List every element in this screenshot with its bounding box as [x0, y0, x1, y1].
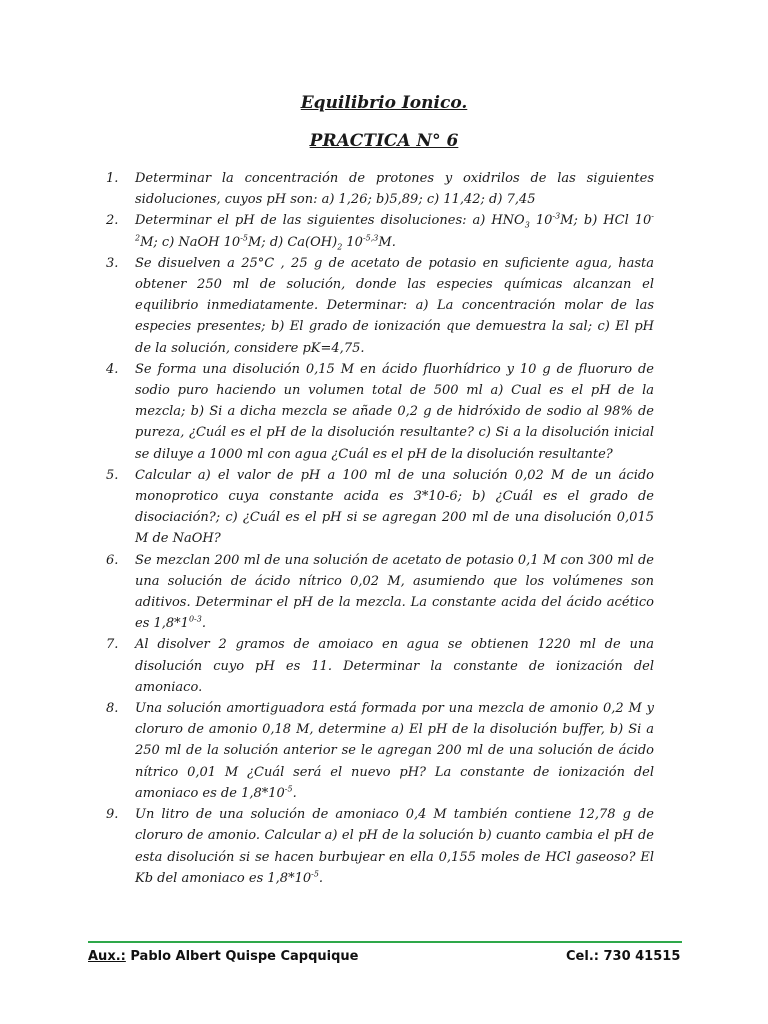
problem-item — [106, 210, 654, 252]
problem-item — [106, 168, 654, 210]
problem-text: Determinar el pH de las siguientes disoluciones: a) $HNO_3$ $10^{-3}M$; b) HCl $10^{-2}M$; c) NaOH $10^{-5}M$; d) $Ca(OH)_2$ $10^{-5,3}M$. — [135, 212, 654, 252]
document-title: Equilibrio Ionico. — [300, 93, 468, 113]
problem-text: Un litro de una solución de amoniaco 0,4 M también contiene 12,78 g de cloruro de amonio. Calcular a) el pH de la solución b) cuanto cambia el pH de esta disolución si se hacen burbujear en ella 0,155 moles de HCl gaseoso? El Kb del amoniaco es $1,8*10^{-5}$. — [135, 807, 654, 886]
problem-text: Determinar la concentración de protones y oxidrilos de las siguientes sidoluciones, cuyos pH son: a) 1,26; b)5,89; c) 11,42; d) 7,45 — [135, 171, 654, 208]
assistant-name: Pablo Albert Quispe Capquique — [125, 949, 359, 964]
problem-number: 8. — [106, 701, 119, 717]
problem-item — [106, 465, 654, 550]
assistant-label: Aux.: — [88, 949, 126, 964]
problem-text: Al disolver 2 gramos de amoiaco en agua se obtienen 1220 ml de una disolución cuyo pH es 11. Determinar la constante de ionización del amoniaco. — [135, 637, 654, 695]
footer-assistant — [88, 949, 359, 964]
problem-text: Se forma una disolución 0,15 M en ácido fluorhídrico y 10 g de fluoruro de sodio puro haciendo un volumen total de 500 ml a) Cual es el pH de la mezcla; b) Si a dicha mezcla se añade 0,2 g de hidróxido de sodio al 98% de pureza, ¿Cuál es el pH de la disolución resultante? c) Si a la disolución inicial se diluye a 1000 ml con agua ¿Cuál es el pH de la disolución resultante? — [135, 361, 654, 462]
problem-number: 4. — [106, 361, 119, 377]
problem-item — [106, 253, 654, 359]
problem-item — [106, 359, 654, 465]
problem-item — [106, 550, 654, 635]
problem-number: 6. — [106, 552, 119, 568]
footer-phone: Cel.: 730 41515 — [566, 949, 681, 964]
problem-text: Una solución amortiguadora está formada por una mezcla de amonio 0,2 M y cloruro de amonio 0,18 M, determine a) El pH de la disolución buffer, b) Si a 250 ml de la solución anterior se le agregan 200 ml de una solución de ácido nítrico 0,01 M ¿Cuál será el nuevo pH? La constante de ionización del amoniaco es de $1,8*10^{-5}$. — [135, 701, 654, 801]
problem-list — [106, 168, 654, 889]
problem-number: 9. — [106, 807, 119, 823]
problem-text: Se mezclan 200 ml de una solución de acetato de potasio 0,1 M con 300 ml de una solución de ácido nítrico 0,02 M, asumiendo que los volúmenes son aditivos. Determinar el pH de la mezcla. La constante acida del ácido acético es 1,8*1$^{0-3}$. — [135, 552, 654, 632]
problem-number: 1. — [106, 171, 119, 186]
problem-number: 7. — [106, 637, 119, 653]
problem-number: 2. — [106, 213, 119, 229]
problem-item — [106, 634, 654, 698]
problem-text: Calcular a) el valor de pH a 100 ml de una solución 0,02 M de un ácido monoprotico cuya constante acida es 3*10-6; b) ¿Cuál es el grado de disociación?; c) ¿Cuál es el pH si se agregan 200 ml de una disolución 0,015 M de NaOH? — [135, 467, 654, 547]
footer-divider — [88, 941, 682, 943]
problem-number: 5. — [106, 467, 119, 483]
problem-text: Se disuelven a 25°C , 25 g de acetato de potasio en suficiente agua, hasta obtener 250 ml de solución, donde las especies químicas alcanzan el equilibrio inmediatamente. Determinar: a) La concentración molar de las especies presentes; b) El grado de ionización que demuestra la sal; c) El pH de la solución, considere pK=4,75. — [135, 255, 654, 356]
problem-item — [106, 804, 654, 889]
problem-number: 3. — [106, 255, 119, 271]
practice-number: PRACTICA N° 6 — [309, 131, 459, 151]
problem-item — [106, 698, 654, 804]
